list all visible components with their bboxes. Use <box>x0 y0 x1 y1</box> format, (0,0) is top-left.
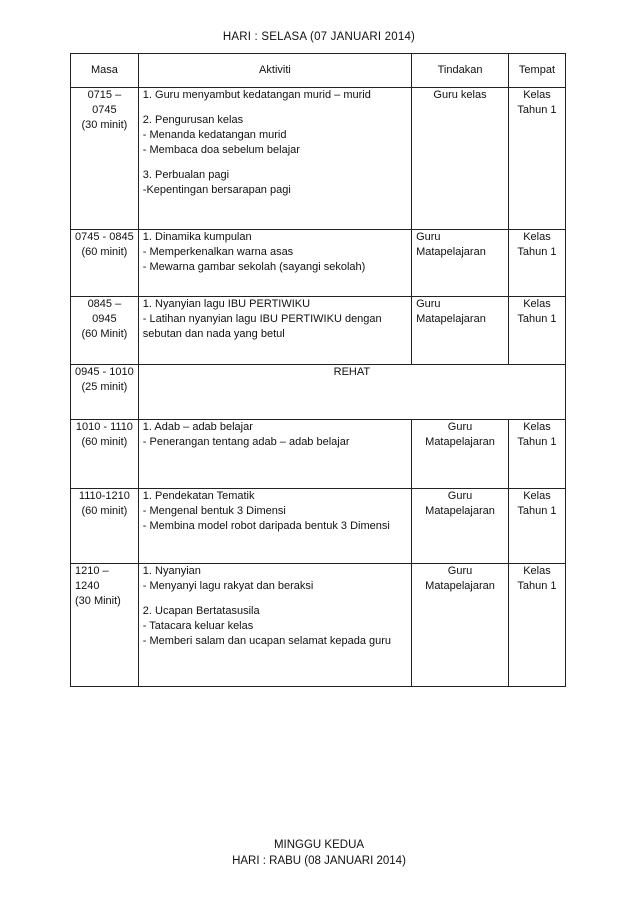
column-header-tindakan: Tindakan <box>412 54 509 88</box>
cell-masa: 0845 – 0945 (60 Minit) <box>71 297 139 365</box>
cell-aktiviti: 1. Adab – adab belajar - Penerangan tentang adab – adab belajar <box>138 420 411 489</box>
cell-rehat: REHAT <box>138 365 565 420</box>
cell-tindakan: Guru Matapelajaran <box>412 230 509 297</box>
cell-tempat: Kelas Tahun 1 <box>508 230 565 297</box>
cell-tindakan: Guru Matapelajaran <box>412 297 509 365</box>
cell-masa: 1110-1210 (60 minit) <box>71 489 139 564</box>
cell-tindakan: Guru kelas <box>412 88 509 230</box>
cell-aktiviti: 1. Dinamika kumpulan - Memperkenalkan warna asas - Mewarna gambar sekolah (sayangi sekolah) <box>138 230 411 297</box>
cell-masa: 1210 – 1240 (30 Minit) <box>71 564 139 687</box>
page-title: HARI : SELASA (07 JANUARI 2014) <box>222 31 416 43</box>
cell-tempat: Kelas Tahun 1 <box>508 489 565 564</box>
cell-masa: 1010 - 1110 (60 minit) <box>71 420 139 489</box>
table-row <box>71 297 566 365</box>
table-row <box>71 230 566 297</box>
cell-tempat: Kelas Tahun 1 <box>508 297 565 365</box>
cell-aktiviti: 1. Nyanyian - Menyanyi lagu rakyat dan beraksi 2. Ucapan Bertatasusila - Tatacara keluar kelas - Memberi salam dan ucapan selamat kepada guru <box>138 564 411 687</box>
cell-tindakan: Guru Matapelajaran <box>412 420 509 489</box>
column-header-masa: Masa <box>71 54 139 88</box>
schedule-table <box>70 53 566 687</box>
cell-tempat: Kelas Tahun 1 <box>508 420 565 489</box>
cell-masa: 0745 - 0845 (60 minit) <box>71 230 139 297</box>
cell-tindakan: Guru Matapelajaran <box>412 489 509 564</box>
cell-aktiviti: 1. Nyanyian lagu IBU PERTIWIKU - Latihan nyanyian lagu IBU PERTIWIKU dengan sebutan dan nada yang betul <box>138 297 411 365</box>
cell-tempat: Kelas Tahun 1 <box>508 88 565 230</box>
cell-aktiviti: 1. Pendekatan Tematik - Mengenal bentuk 3 Dimensi - Membina model robot daripada bentuk 3 Dimensi <box>138 489 411 564</box>
column-header-aktiviti: Aktiviti <box>138 54 411 88</box>
table-header-row <box>71 54 566 88</box>
cell-masa: 0715 – 0745 (30 minit) <box>71 88 139 230</box>
table-row <box>71 489 566 564</box>
footer-next-day: HARI : RABU (08 JANUARI 2014) <box>232 855 406 867</box>
cell-tempat: Kelas Tahun 1 <box>508 564 565 687</box>
footer-week: MINGGU KEDUA <box>273 839 365 851</box>
table-row <box>71 420 566 489</box>
cell-aktiviti: 1. Guru menyambut kedatangan murid – murid 2. Pengurusan kelas - Menanda kedatangan murid - Membaca doa sebelum belajar 3. Perbualan pagi -Kepentingan bersarapan pagi <box>138 88 411 230</box>
cell-masa: 0945 - 1010 (25 minit) <box>71 365 139 420</box>
table-row <box>71 564 566 687</box>
cell-tindakan: Guru Matapelajaran <box>412 564 509 687</box>
table-row-rehat <box>71 365 566 420</box>
column-header-tempat: Tempat <box>508 54 565 88</box>
table-row <box>71 88 566 230</box>
